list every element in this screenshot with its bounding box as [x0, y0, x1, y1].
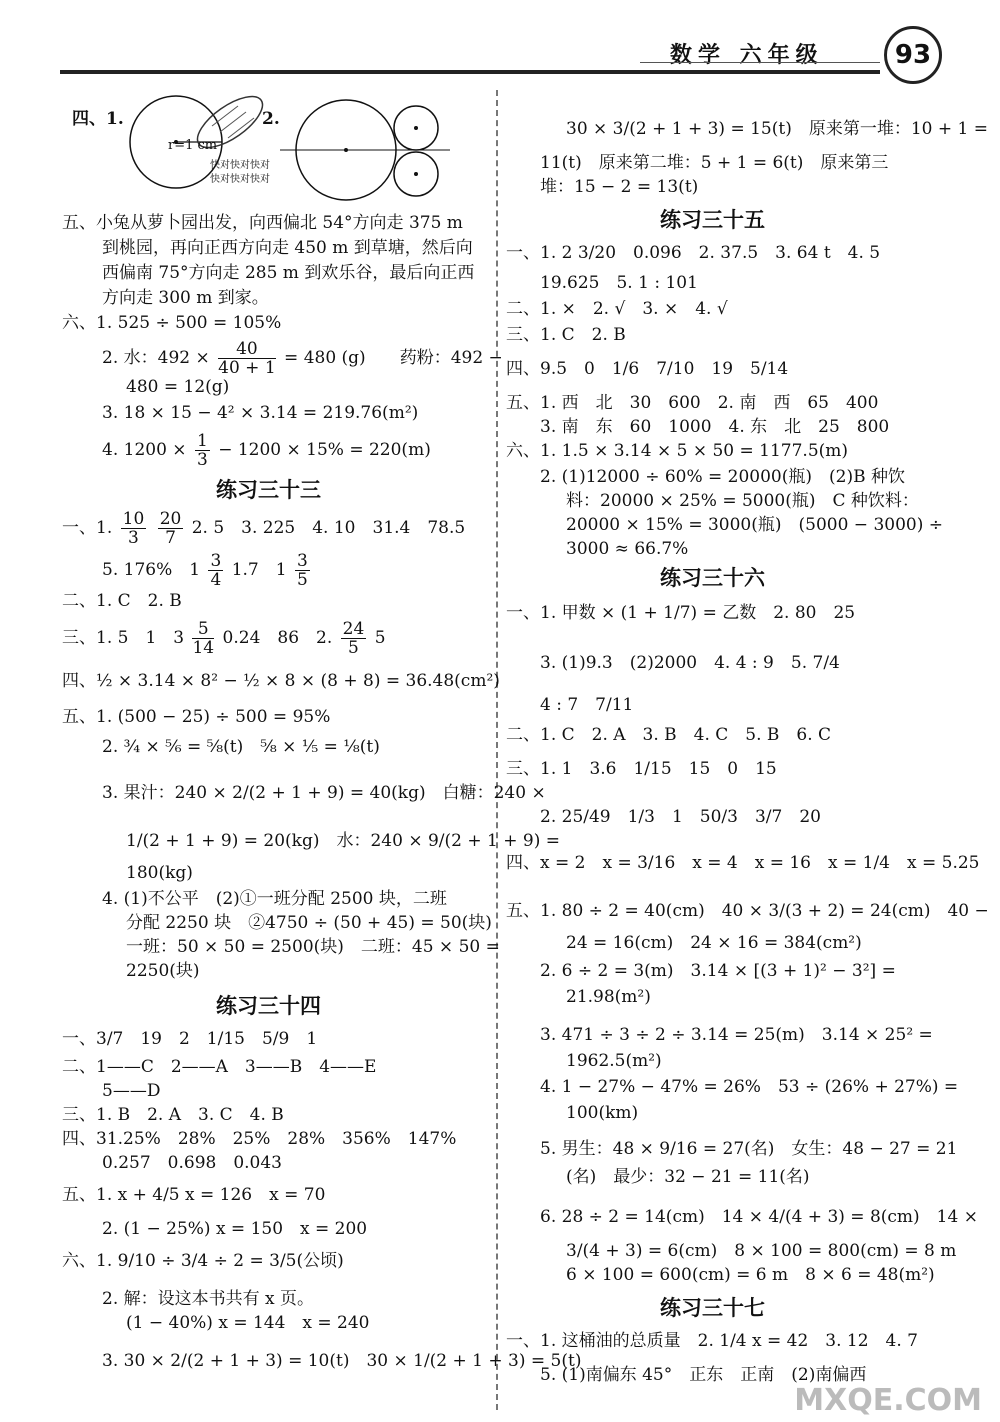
s33-5-1: 五、1. (500 − 25) ÷ 500 = 95%: [62, 707, 331, 727]
s36-1a: 一、1. 甲数 × (1 + 1/7) = 乙数 2. 80 25: [506, 603, 856, 623]
s34-1: 一、3/7 19 2 1/15 5/9 1: [62, 1029, 318, 1049]
s33-1: [62, 510, 465, 547]
s34-4a: 四、31.25% 28% 25% 28% 356% 147%: [62, 1129, 457, 1149]
s34-6-2b: (1 − 40%) x = 144 x = 240: [126, 1313, 370, 1333]
s33-3-c: 5: [374, 628, 386, 648]
fraction: [295, 552, 310, 589]
radius-label: r=1 cm: [168, 138, 218, 153]
s36-5-5b: (名) 最少：32 − 21 = 11(名): [566, 1167, 810, 1187]
denominator: 40 + 1: [218, 358, 276, 378]
q6-4-a: 4. 1200 ×: [102, 440, 187, 460]
denominator: 3: [196, 450, 208, 470]
numerator: 3: [296, 551, 308, 571]
s37-5: 5. (1)南偏东 45° 正东 正南 (2)南偏西: [540, 1365, 867, 1385]
numerator: 24: [342, 619, 365, 639]
header-title: 数学 六年级: [670, 43, 824, 68]
s36-5-6c: 6 × 100 = 600(cm) = 6 m 8 × 6 = 48(m²): [566, 1265, 935, 1285]
s35-6b: 2. (1)12000 ÷ 60% = 20000(瓶) (2)B 种饮: [540, 467, 905, 487]
s34-6-2a: 2. 解：设这本书共有 x 页。: [102, 1289, 315, 1309]
q5-line3: 西偏南 75°方向走 285 m 到欢乐谷，最后向正西: [102, 263, 475, 283]
numerator: 5: [192, 620, 214, 639]
s36-2: 二、1. C 2. A 3. B 4. C 5. B 6. C: [506, 725, 832, 745]
s36-4: 四、x = 2 x = 3/16 x = 4 x = 16 x = 1/4 x = 5.25: [506, 853, 980, 873]
numerator: 40: [218, 340, 276, 359]
fig-watermark-1: 快对快对快对: [210, 160, 270, 171]
s33-3: [62, 620, 386, 657]
s36-5-3a: 3. 471 ÷ 3 ÷ 2 ÷ 3.14 = 25(m) 3.14 × 25² =: [540, 1025, 933, 1045]
s35-5a: 五、1. 西 北 30 600 2. 南 西 65 400: [506, 393, 879, 413]
s35-4: 四、9.5 0 1/6 7/10 19 5/14: [506, 359, 789, 379]
s33-5-a: 5. 176% 1: [102, 560, 201, 580]
fraction: [195, 432, 210, 469]
s34-4b: 0.257 0.698 0.043: [102, 1153, 283, 1173]
fig-watermark-2: 快对快对快对: [210, 174, 270, 185]
s36-3b: 2. 25/49 1/3 1 50/3 3/7 20: [540, 807, 821, 827]
s33-5-4a: 4. (1)不公平 (2)①一班分配 2500 块，二班: [102, 889, 447, 909]
s36-5-6a: 6. 28 ÷ 2 = 14(cm) 14 × 4/(4 + 3) = 8(cm) 14 ×: [540, 1207, 978, 1227]
section-title-34: 练习三十四: [216, 994, 321, 1018]
section-title-37: 练习三十七: [660, 1296, 765, 1320]
fraction: [192, 620, 214, 657]
denominator: 4: [210, 570, 222, 590]
s36-5-2b: 21.98(m²): [566, 987, 651, 1007]
s33-5-4b: 分配 2250 块 ②4750 ÷ (50 + 45) = 50(块): [126, 913, 492, 933]
denominator: 7: [165, 528, 176, 548]
q5-line1: 五、小兔从萝卜园出发，向西偏北 54°方向走 375 m: [62, 213, 463, 233]
fraction: [341, 620, 367, 657]
s36-1b: 3. (1)9.3 (2)2000 4. 4 : 9 5. 7/4: [540, 653, 840, 673]
numerator: 3: [210, 551, 222, 571]
s33-5-3a: 3. 果汁：240 × 2/(2 + 1 + 9) = 40(kg) 白糖：240 ×: [102, 783, 546, 803]
q6-4: [102, 432, 431, 469]
q6-2-b: = 480 (g) 药粉：492 −: [284, 348, 503, 368]
s33-5-2: 2. ¾ × ⅚ = ⅝(t) ⅝ × ⅕ = ⅛(t): [102, 737, 380, 757]
s36-5-4b: 100(km): [566, 1103, 639, 1123]
numerator: 1: [196, 431, 208, 451]
s35-6e: 3000 ≈ 66.7%: [566, 539, 689, 559]
s35-6c: 料：20000 × 25% = 5000(瓶) C 种饮料：: [566, 491, 919, 511]
s36-5-1b: 24 = 16(cm) 24 × 16 = 384(cm²): [566, 933, 862, 953]
q5-line4: 方向走 300 m 到家。: [102, 288, 269, 308]
page-number: 93: [884, 26, 942, 84]
fraction: [158, 510, 184, 547]
s36-1c: 4 : 7 7/11: [540, 695, 634, 715]
s33-2: 二、1. C 2. B: [62, 591, 182, 611]
s35-5b: 3. 南 东 60 1000 4. 东 北 25 800: [540, 417, 890, 437]
denominator: 5: [348, 638, 359, 658]
s33-3-a: 三、1. 5 1 3: [62, 628, 185, 648]
q6-3: 3. 18 × 15 − 4² × 3.14 = 219.76(m²): [102, 403, 419, 423]
q6-4-b: − 1200 × 15% = 220(m): [218, 440, 431, 460]
s36-5-2a: 2. 6 ÷ 2 = 3(m) 3.14 × [(3 + 1)² − 3²] =: [540, 961, 896, 981]
s33-5-4c: 一班：50 × 50 = 2500(块) 二班：45 × 50 =: [126, 937, 500, 957]
s35-6d: 20000 × 15% = 3000(瓶) (5000 − 3000) ÷: [566, 515, 943, 535]
section-title-36: 练习三十六: [660, 566, 765, 590]
s33-5-b: 1.7 1: [231, 560, 287, 580]
s34-2a: 二、1——C 2——A 3——B 4——E: [62, 1057, 377, 1077]
s33-4: 四、½ × 3.14 × 8² − ½ × 8 × (8 + 8) = 36.48(cm²): [62, 671, 500, 691]
s35-3: 三、1. C 2. B: [506, 325, 626, 345]
s33-3-b: 0.24 86 2.: [222, 628, 333, 648]
s37-1: 一、1. 这桶油的总质量 2. 1/4 x = 42 3. 12 4. 7: [506, 1331, 918, 1351]
s35-1a: 一、1. 2 3/20 0.096 2. 37.5 3. 64 t 4. 5: [506, 243, 881, 263]
fraction: [121, 510, 147, 547]
r-line2: 11(t) 原来第二堆：5 + 1 = 6(t) 原来第三: [540, 153, 889, 173]
q6-1: 六、1. 525 ÷ 500 = 105%: [62, 313, 282, 333]
s33-5-4d: 2250(块): [126, 961, 200, 981]
s35-2: 二、1. × 2. √ 3. × 4. √: [506, 299, 728, 319]
q4-2-label: 2.: [262, 109, 280, 129]
s33-5: [102, 552, 313, 589]
s34-6-1: 六、1. 9/10 ÷ 3/4 ÷ 2 = 3/5(公顷): [62, 1251, 344, 1271]
s34-2b: 5——D: [102, 1081, 161, 1101]
numerator: 10: [122, 509, 145, 529]
s36-5-5a: 5. 男生：48 × 9/16 = 27(名) 女生：48 − 27 = 21: [540, 1139, 958, 1159]
q4-label: 四、1.: [72, 109, 124, 129]
s35-1b: 19.625 5. 1 : 101: [540, 273, 698, 293]
s34-5-1: 五、1. x + 4/5 x = 126 x = 70: [62, 1185, 326, 1205]
s34-3: 三、1. B 2. A 3. C 4. B: [62, 1105, 284, 1125]
s34-5-2: 2. (1 − 25%) x = 150 x = 200: [102, 1219, 368, 1239]
denominator: 3: [128, 528, 139, 548]
denominator: 5: [296, 570, 308, 590]
r-line1: 30 × 3/(2 + 1 + 3) = 15(t) 原来第一堆：10 + 1 =: [566, 119, 988, 139]
fraction: [208, 552, 223, 589]
s33-1-label: 一、1.: [62, 518, 113, 538]
s36-5-6b: 3/(4 + 3) = 6(cm) 8 × 100 = 800(cm) = 8 m: [566, 1241, 957, 1261]
s36-3a: 三、1. 1 3.6 1/15 15 0 15: [506, 759, 777, 779]
q6-2-a: 2. 水：492 ×: [102, 348, 210, 368]
s33-5-3c: 180(kg): [126, 863, 193, 883]
fraction: [218, 340, 276, 377]
s36-5-3b: 1962.5(m²): [566, 1051, 662, 1071]
s35-6a: 六、1. 1.5 × 3.14 × 5 × 50 = 1177.5(m): [506, 441, 849, 461]
section-title-35: 练习三十五: [660, 208, 765, 232]
watermark: MXQE.COM: [794, 1383, 982, 1418]
s34-6-3: 3. 30 × 2/(2 + 1 + 3) = 10(t) 30 × 1/(2 + 1 + 3) = 5(t): [102, 1351, 582, 1371]
header-rule: [60, 70, 880, 74]
section-title-33: 练习三十三: [216, 478, 321, 502]
s36-5-4a: 4. 1 − 27% − 47% = 26% 53 ÷ (26% + 27%) =: [540, 1077, 959, 1097]
numerator: 20: [159, 509, 182, 529]
denominator: 14: [192, 638, 215, 658]
q6-2-c: 480 = 12(g): [126, 377, 230, 397]
header-thin-rule: [640, 62, 880, 63]
column-divider: [496, 90, 498, 1410]
q6-2: [102, 340, 503, 377]
r-line3: 堆：15 − 2 = 13(t): [540, 177, 699, 197]
s33-5-3b: 1/(2 + 1 + 9) = 20(kg) 水：240 × 9/(2 + 1 + 9) =: [126, 831, 560, 851]
s33-1-b: 2. 5 3. 225 4. 10 31.4 78.5: [191, 518, 466, 538]
q5-line2: 到桃园，再向正西方向走 450 m 到草塘，然后向: [102, 238, 473, 258]
s36-5-1a: 五、1. 80 ÷ 2 = 40(cm) 40 × 3/(3 + 2) = 24(cm) 40 −: [506, 901, 989, 921]
